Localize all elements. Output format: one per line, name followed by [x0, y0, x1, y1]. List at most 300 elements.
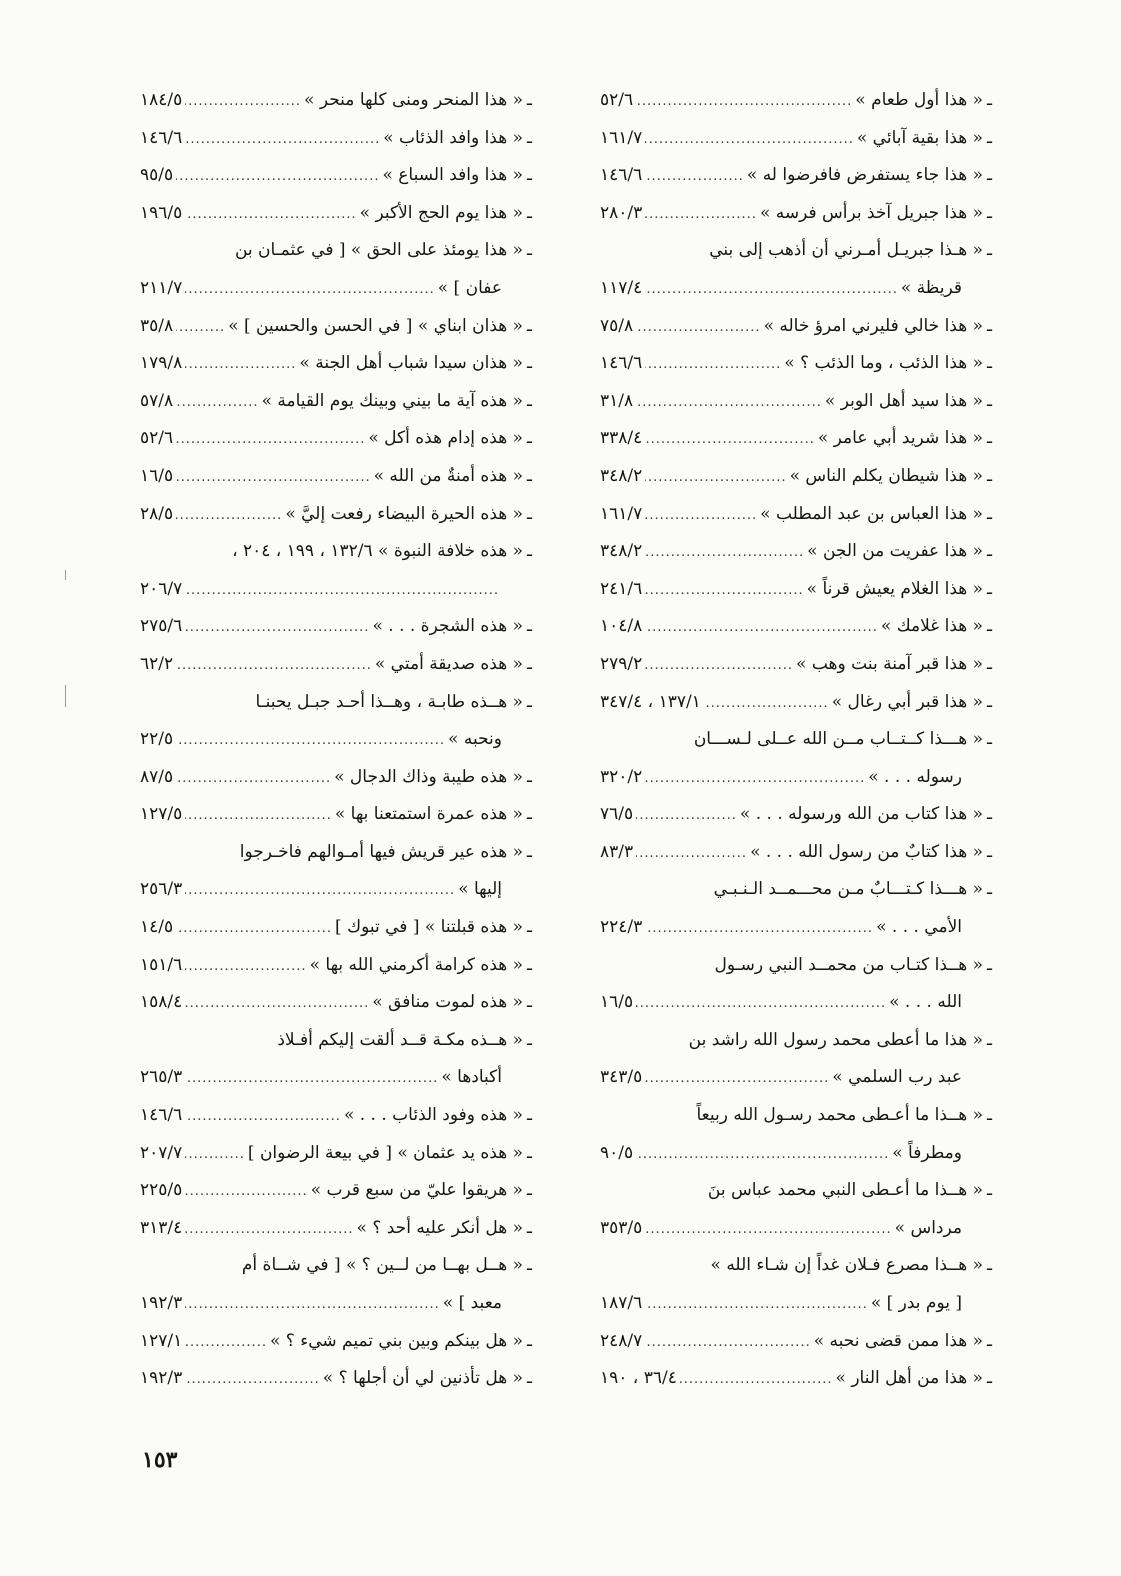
margin-mark: [65, 685, 66, 707]
index-entry-line: [600, 871, 992, 909]
entry-text: « هذان ابناي » [ في الحسن والحسين ] »: [228, 315, 524, 336]
entry-text: معبد ] »: [442, 1293, 502, 1313]
index-entry-line: [140, 458, 532, 496]
entry-dash: ـ: [987, 127, 992, 148]
dot-leader: [185, 346, 296, 384]
entry-reference: ٨٧/٥: [140, 766, 174, 787]
entry-reference: ١٤/٥: [140, 917, 174, 938]
index-entry-line: [600, 571, 992, 609]
index-entry-line: [600, 1022, 992, 1060]
dot-leader: [645, 1211, 891, 1249]
index-entry-line: [600, 684, 992, 722]
entry-dash: ـ: [987, 503, 992, 524]
entry-reference: ٣٦/٤ ، ١٩٠: [600, 1368, 677, 1389]
entry-dash: ـ: [527, 127, 532, 148]
entry-text: « هذا وافد السباع »: [382, 165, 524, 186]
entry-reference: ٢٢٥/٥: [140, 1180, 183, 1201]
entry-reference: ١٩٢/٣: [140, 1293, 183, 1313]
dot-leader: [185, 985, 369, 1023]
dot-leader: [176, 459, 371, 497]
entry-reference: ٢٢/٥: [140, 729, 174, 750]
dot-leader: [185, 609, 369, 647]
entry-reference: ٣٢٠/٢: [600, 766, 643, 787]
entry-dash: ـ: [987, 879, 992, 900]
entry-reference: ٣٤٣/٥: [600, 1067, 643, 1088]
entry-dash: ـ: [527, 1217, 532, 1238]
index-entry-line: [140, 533, 532, 571]
entry-dash: ـ: [527, 992, 532, 1013]
entry-text: « هذه صديقة أمتي »: [374, 653, 524, 674]
entry-text: أكبادها »: [441, 1067, 502, 1088]
entry-text: « هذا قبر آمنة بنت وهب »: [796, 653, 984, 674]
entry-dash: ـ: [527, 804, 532, 825]
index-entry-line: [600, 232, 992, 270]
index-entry-line: [140, 1210, 532, 1248]
dot-leader: [176, 722, 445, 760]
dot-leader: [704, 685, 829, 723]
entry-reference: ٥٧/٨: [140, 390, 174, 411]
index-entry-line: [600, 1059, 992, 1097]
entry-reference: ١٢٧/١: [140, 1330, 183, 1351]
entry-text: « هذا عفريت من الجن »: [807, 541, 984, 562]
entry-dash: ـ: [987, 1330, 992, 1351]
entry-dash: ـ: [527, 766, 532, 787]
entry-reference: ٩٠/٥: [600, 1142, 634, 1163]
left-column: [140, 82, 532, 1398]
index-entry-line: [140, 383, 532, 421]
entry-dash: ـ: [987, 90, 992, 110]
entry-text: « هــذا ما أعـطى محمد رسـول الله ربيعاً: [696, 1105, 984, 1126]
index-entry-line: [600, 157, 992, 195]
index-entry-line: [140, 308, 532, 346]
entry-text: « هذا غلامك »: [880, 616, 984, 637]
entry-text: « هريقوا عليّ من سبع قرب »: [310, 1180, 524, 1201]
entry-reference: ١٩٢/٣: [140, 1368, 183, 1389]
index-entry-line: [140, 345, 532, 383]
entry-dash: ـ: [987, 428, 992, 449]
dot-leader: [645, 910, 873, 948]
entry-reference: ٢٦٥/٣: [140, 1067, 183, 1088]
page-number: ١٥٣: [142, 1447, 178, 1473]
dot-leader: [645, 459, 786, 497]
dot-leader: [185, 872, 455, 910]
entry-dash: ـ: [987, 653, 992, 674]
index-entry-line: [140, 796, 532, 834]
entry-text: « هــل بهــا من لــين ؟ » [ في شــاة أم: [241, 1255, 524, 1276]
index-entry-line: [140, 1323, 532, 1361]
entry-dash: ـ: [987, 804, 992, 825]
dot-leader: [176, 910, 332, 948]
dot-leader: [185, 1136, 245, 1174]
entry-text: « هذا المنحر ومنى كلها منحر »: [304, 90, 524, 110]
entry-text: « هذان سيدا شباب أهل الجنة »: [299, 353, 524, 374]
entry-text: « هذا من أهل النار »: [835, 1368, 984, 1389]
entry-dash: ـ: [527, 503, 532, 524]
entry-reference: ١٦/٥: [600, 992, 634, 1013]
index-entry-line: [140, 571, 532, 609]
dot-leader: [645, 196, 757, 234]
dot-leader: [645, 1324, 810, 1362]
entry-dash: ـ: [987, 729, 992, 750]
dot-leader: [645, 346, 781, 384]
entry-text: « هذا كتابٌ من رسول الله . . . »: [750, 841, 984, 862]
entry-dash: ـ: [987, 691, 992, 712]
entry-text: « هـــذا كــتــاب مــن الله عــلى لـســـان: [693, 729, 984, 750]
dot-leader: [185, 572, 499, 610]
index-entry-line: [600, 646, 992, 684]
dot-leader: [185, 1060, 438, 1098]
entry-dash: ـ: [527, 1029, 532, 1050]
entry-dash: ـ: [527, 390, 532, 411]
entry-dash: ـ: [527, 428, 532, 449]
entry-dash: ـ: [987, 954, 992, 975]
entry-dash: ـ: [987, 240, 992, 261]
entry-text: « هــذه مكـة قــد ألقت إليكم أفـلاذ: [277, 1029, 524, 1050]
index-entry-line: [140, 1360, 532, 1398]
entry-text: « هذا ممن قضى نحبه »: [813, 1330, 984, 1351]
dot-leader: [645, 534, 804, 572]
entry-dash: ـ: [987, 315, 992, 336]
index-entry-line: [600, 383, 992, 421]
index-entry-line: [600, 1323, 992, 1361]
entry-text: الله . . . »: [889, 992, 962, 1013]
entry-dash: ـ: [987, 616, 992, 637]
entry-dash: ـ: [987, 1105, 992, 1126]
index-entry-line: [140, 120, 532, 158]
dot-leader: [176, 384, 258, 422]
entry-reference: ١٤٦/٦: [600, 353, 643, 374]
entry-reference: ٢٠٦/٧: [140, 578, 183, 599]
entry-dash: ـ: [527, 315, 532, 336]
index-entry-line: [600, 458, 992, 496]
entry-text: « هذا أول طعام »: [855, 90, 984, 110]
margin-mark: [65, 570, 66, 580]
entry-reference: ١٢٧/٥: [140, 804, 183, 825]
entry-reference: ١٧٩/٨: [140, 353, 183, 374]
index-entry-line: [600, 834, 992, 872]
entry-reference: ٢٨٠/٣: [600, 202, 643, 223]
entry-dash: ـ: [987, 578, 992, 599]
index-entry-line: [140, 608, 532, 646]
dot-leader: [645, 1286, 868, 1324]
index-entry-line: [140, 270, 532, 308]
index-entry-line: [600, 496, 992, 534]
entry-reference: ٣١٣/٤: [140, 1217, 183, 1238]
entry-text: « هل تأذنين لي أن أجلها ؟ »: [322, 1368, 524, 1389]
entry-dash: ـ: [527, 1180, 532, 1201]
entry-text: « هــذا كتـاب من محمــد النبي رسـول: [714, 954, 984, 975]
entry-reference: ٧٦/٥: [600, 804, 634, 825]
dot-leader: [176, 497, 282, 535]
dot-leader: [185, 948, 306, 986]
entry-text: « هذه خلافة النبوة » ١٣٢/٦ ، ١٩٩ ، ٢٠٤ ،: [232, 541, 524, 562]
entry-reference: ٢١١/٧: [140, 277, 183, 298]
entry-text: ومطرفاً »: [892, 1142, 962, 1163]
index-entry-line: [600, 796, 992, 834]
index-entry-line: [140, 1172, 532, 1210]
entry-dash: ـ: [987, 465, 992, 486]
entry-text: ونحبه »: [448, 729, 502, 750]
dot-leader: [645, 121, 854, 159]
entry-reference: ٢٤٨/٧: [600, 1330, 643, 1351]
entry-reference: ١٦١/٧: [600, 503, 643, 524]
entry-text: « هذا قبر أبي رغال »: [831, 691, 984, 712]
index-entry-line: [140, 721, 532, 759]
index-entry-line: [600, 420, 992, 458]
dot-leader: [176, 647, 372, 685]
entry-text: « هذه عمرة استمتعنا بها »: [334, 804, 524, 825]
entry-text: « هذا يومئذ على الحق » [ في عثمـان بن: [234, 240, 524, 261]
entry-dash: ـ: [527, 1105, 532, 1126]
entry-dash: ـ: [527, 616, 532, 637]
entry-reference: ٥٢/٦: [600, 90, 634, 110]
entry-dash: ـ: [527, 165, 532, 186]
dot-leader: [176, 421, 365, 459]
entry-reference: ٥٢/٦: [140, 428, 174, 449]
entry-reference: ٢٨/٥: [140, 503, 174, 524]
entry-dash: ـ: [987, 165, 992, 186]
index-entry-line: [600, 120, 992, 158]
entry-dash: ـ: [527, 465, 532, 486]
entry-text: « هـــذا كـتـــابٌ مـن محـــمــد الـنـبـي: [713, 879, 984, 900]
entry-dash: ـ: [527, 202, 532, 223]
entry-text: « هذه الحيرة البيضاء رفعت إليَّ »: [285, 503, 524, 524]
entry-dash: ـ: [527, 1330, 532, 1351]
entry-reference: ١٥٨/٤: [140, 992, 183, 1013]
dot-leader: [645, 421, 815, 459]
entry-dash: ـ: [987, 1180, 992, 1201]
entry-text: « هذه إدام هذه أكل »: [368, 428, 524, 449]
right-column: [600, 82, 992, 1398]
entry-text: مرداس »: [894, 1217, 962, 1238]
dot-leader: [185, 121, 380, 159]
index-entry-line: [600, 1210, 992, 1248]
index-entry-line: [600, 270, 992, 308]
entry-reference: ٦٢/٢: [140, 653, 174, 674]
entry-reference: ١٩٦/٥: [140, 202, 183, 223]
dot-leader: [645, 609, 878, 647]
entry-reference: ١٤٦/٦: [140, 1105, 183, 1126]
entry-reference: ٣١/٨: [600, 390, 634, 411]
entry-text: « هذه آية ما بيني وبينك يوم القيامة »: [261, 390, 524, 411]
entry-dash: ـ: [527, 691, 532, 712]
entry-reference: ١٦/٥: [140, 465, 174, 486]
index-entry-line: [140, 157, 532, 195]
entry-reference: ٢٤١/٦: [600, 578, 643, 599]
dot-leader: [185, 196, 356, 234]
entry-text: « هذا شريد أبي عامر »: [817, 428, 984, 449]
index-entry-line: [600, 533, 992, 571]
entry-text: عفان ] »: [437, 277, 502, 298]
index-entry-line: [600, 608, 992, 646]
entry-text: رسوله . . . »: [868, 766, 962, 787]
index-entry-line: [140, 1135, 532, 1173]
entry-dash: ـ: [987, 353, 992, 374]
entry-text: [ يوم بدر ] »: [870, 1293, 962, 1313]
entry-reference: ٣٤٨/٢: [600, 465, 643, 486]
entry-text: « هل بينكم وبين بني تميم شيء ؟ »: [269, 1330, 524, 1351]
entry-text: « هذه لموت منافق »: [372, 992, 524, 1013]
dot-leader: [185, 1098, 341, 1136]
index-entry-line: [140, 947, 532, 985]
entry-reference: ١٦١/٧: [600, 127, 643, 148]
index-entry-line: [140, 871, 532, 909]
entry-dash: ـ: [527, 90, 532, 110]
entry-text: « هذا خالي فليرني امرؤ خاله »: [763, 315, 984, 336]
index-entry-line: [600, 1097, 992, 1135]
dot-leader: [636, 985, 886, 1023]
entry-text: الأمي . . . »: [876, 917, 962, 938]
entry-text: « هــذه طابـة ، وهــذا أحـد جبـل يحبنـا: [255, 691, 524, 712]
entry-text: « هذه وفود الذئاب . . . »: [343, 1105, 524, 1126]
entry-dash: ـ: [527, 1255, 532, 1276]
dot-leader: [185, 797, 332, 835]
index-entry-line: [600, 82, 992, 120]
index-entry-line: [140, 232, 532, 270]
entry-reference: ٢٧٩/٢: [600, 653, 643, 674]
dot-leader: [176, 158, 379, 196]
index-entry-line: [600, 1135, 992, 1173]
entry-dash: ـ: [527, 653, 532, 674]
index-entry-line: [600, 195, 992, 233]
entry-text: « هذا كتاب من الله ورسوله . . . »: [739, 804, 984, 825]
index-entry-line: [140, 984, 532, 1022]
entry-dash: ـ: [527, 917, 532, 938]
index-entry-line: [140, 1097, 532, 1135]
entry-dash: ـ: [987, 390, 992, 411]
entry-reference: ٣٥٣/٥: [600, 1217, 643, 1238]
entry-reference: ٢٢٤/٣: [600, 917, 643, 938]
index-entry-line: [140, 1059, 532, 1097]
dot-leader: [185, 83, 301, 121]
entry-text: قريظة »: [900, 277, 962, 298]
index-entry-line: [600, 1360, 992, 1398]
entry-text: « هذا وافد الذئاب »: [383, 127, 524, 148]
dot-leader: [636, 83, 852, 121]
entry-reference: ٢٧٥/٦: [140, 616, 183, 637]
dot-leader: [645, 760, 865, 798]
entry-reference: ٧٥/٨: [600, 315, 634, 336]
entry-text: عبد رب السلمي »: [832, 1067, 962, 1088]
index-entry-line: [140, 909, 532, 947]
entry-text: « هـذا جبريـل أمـرني أن أذهب إلى بني: [709, 240, 984, 261]
entry-text: « هذه عير قريش فيها أمـوالهم فاخـرجوا: [239, 841, 524, 862]
entry-reference: ١٣٧/١ ، ٣٤٧/٤: [600, 691, 701, 712]
dot-leader: [645, 158, 744, 196]
dot-leader: [680, 1361, 833, 1399]
entry-reference: ١٨٧/٦: [600, 1293, 643, 1313]
entry-text: « هذا بقية آبائي »: [856, 127, 984, 148]
entry-dash: ـ: [527, 1142, 532, 1163]
index-entry-line: [600, 909, 992, 947]
dot-leader: [645, 1060, 829, 1098]
entry-reference: ١٨٤/٥: [140, 90, 183, 110]
dot-leader: [176, 760, 331, 798]
entry-dash: ـ: [527, 541, 532, 562]
dot-leader: [185, 271, 434, 309]
entry-dash: ـ: [527, 353, 532, 374]
index-entry-line: [600, 1285, 992, 1323]
entry-text: « هل أنكر عليه أحد ؟ »: [356, 1217, 524, 1238]
index-entry-line: [600, 947, 992, 985]
entry-text: « هذه قبلتنا » [ في تبوك ]: [335, 917, 524, 938]
dot-leader: [645, 572, 803, 610]
index-entry-line: [140, 1247, 532, 1285]
index-entry-line: [140, 1022, 532, 1060]
entry-text: « هذه أمنةٌ من الله »: [373, 465, 524, 486]
entry-dash: ـ: [987, 1368, 992, 1389]
index-entry-line: [600, 308, 992, 346]
entry-reference: ٣٥/٨: [140, 315, 174, 336]
entry-reference: ٨٣/٣: [600, 841, 634, 862]
entry-text: « هذا الغلام يعيش قرناً »: [806, 578, 984, 599]
entry-reference: ١٤٦/٦: [600, 165, 643, 186]
entry-reference: ٩٥/٥: [140, 165, 174, 186]
entry-dash: ـ: [527, 954, 532, 975]
index-entry-line: [140, 420, 532, 458]
index-entry-line: [600, 1247, 992, 1285]
entry-dash: ـ: [527, 841, 532, 862]
entry-reference: ١٠٤/٨: [600, 616, 643, 637]
entry-reference: ١١٧/٤: [600, 277, 643, 298]
index-entry-line: [140, 834, 532, 872]
dot-leader: [636, 384, 822, 422]
entry-text: « هذه كرامة أكرمني الله بها »: [309, 954, 524, 975]
entry-text: « هذا جبريل آخذ برأس فرسه »: [759, 202, 984, 223]
index-entry-line: [600, 721, 992, 759]
entry-text: « هــذا مصرع فـلان غداً إن شـاء الله »: [710, 1255, 984, 1276]
dot-leader: [176, 309, 225, 347]
entry-dash: ـ: [987, 541, 992, 562]
dot-leader: [645, 497, 757, 535]
entry-text: « هذا الذئب ، وما الذئب ؟ »: [784, 353, 984, 374]
entry-text: « هذا ما أعطى محمد رسول الله راشد بن: [688, 1029, 984, 1050]
index-entry-line: [140, 759, 532, 797]
entry-dash: ـ: [987, 841, 992, 862]
index-entry-line: [140, 684, 532, 722]
entry-text: « هــذا ما أعـطى النبي محمد عباس بنَ: [707, 1180, 984, 1201]
index-entry-line: [600, 759, 992, 797]
entry-dash: ـ: [987, 1029, 992, 1050]
index-entry-line: [140, 195, 532, 233]
index-entry-line: [140, 82, 532, 120]
index-entry-line: [140, 646, 532, 684]
entry-text: « هذه طيبة وذاك الدجال »: [334, 766, 524, 787]
dot-leader: [636, 797, 737, 835]
index-entry-line: [600, 1172, 992, 1210]
dot-leader: [185, 1286, 440, 1324]
entry-text: « هذا العباس بن عبد المطلب »: [760, 503, 984, 524]
entry-text: « هذا جاء يستفرض فافرضوا له »: [746, 165, 984, 186]
entry-reference: ٢٠٧/٧: [140, 1142, 183, 1163]
entry-dash: ـ: [527, 1368, 532, 1389]
entry-reference: ٢٥٦/٣: [140, 879, 183, 900]
index-entry-line: [140, 1285, 532, 1323]
dot-leader: [185, 1324, 267, 1362]
entry-text: « هذا شيطان يكلم الناس »: [789, 465, 984, 486]
dot-leader: [636, 309, 760, 347]
entry-reference: ٣٣٨/٤: [600, 428, 643, 449]
entry-text: إليها »: [458, 879, 502, 900]
index-entry-line: [600, 984, 992, 1022]
entry-dash: ـ: [987, 202, 992, 223]
entry-text: « هذا سيد أهل الوبر »: [824, 390, 984, 411]
entry-text: « هذا يوم الحج الأكبر »: [359, 202, 524, 223]
dot-leader: [636, 835, 747, 873]
entry-text: « هذه الشجرة . . . »: [372, 616, 524, 637]
dot-leader: [185, 1361, 320, 1399]
entry-dash: ـ: [987, 1255, 992, 1276]
